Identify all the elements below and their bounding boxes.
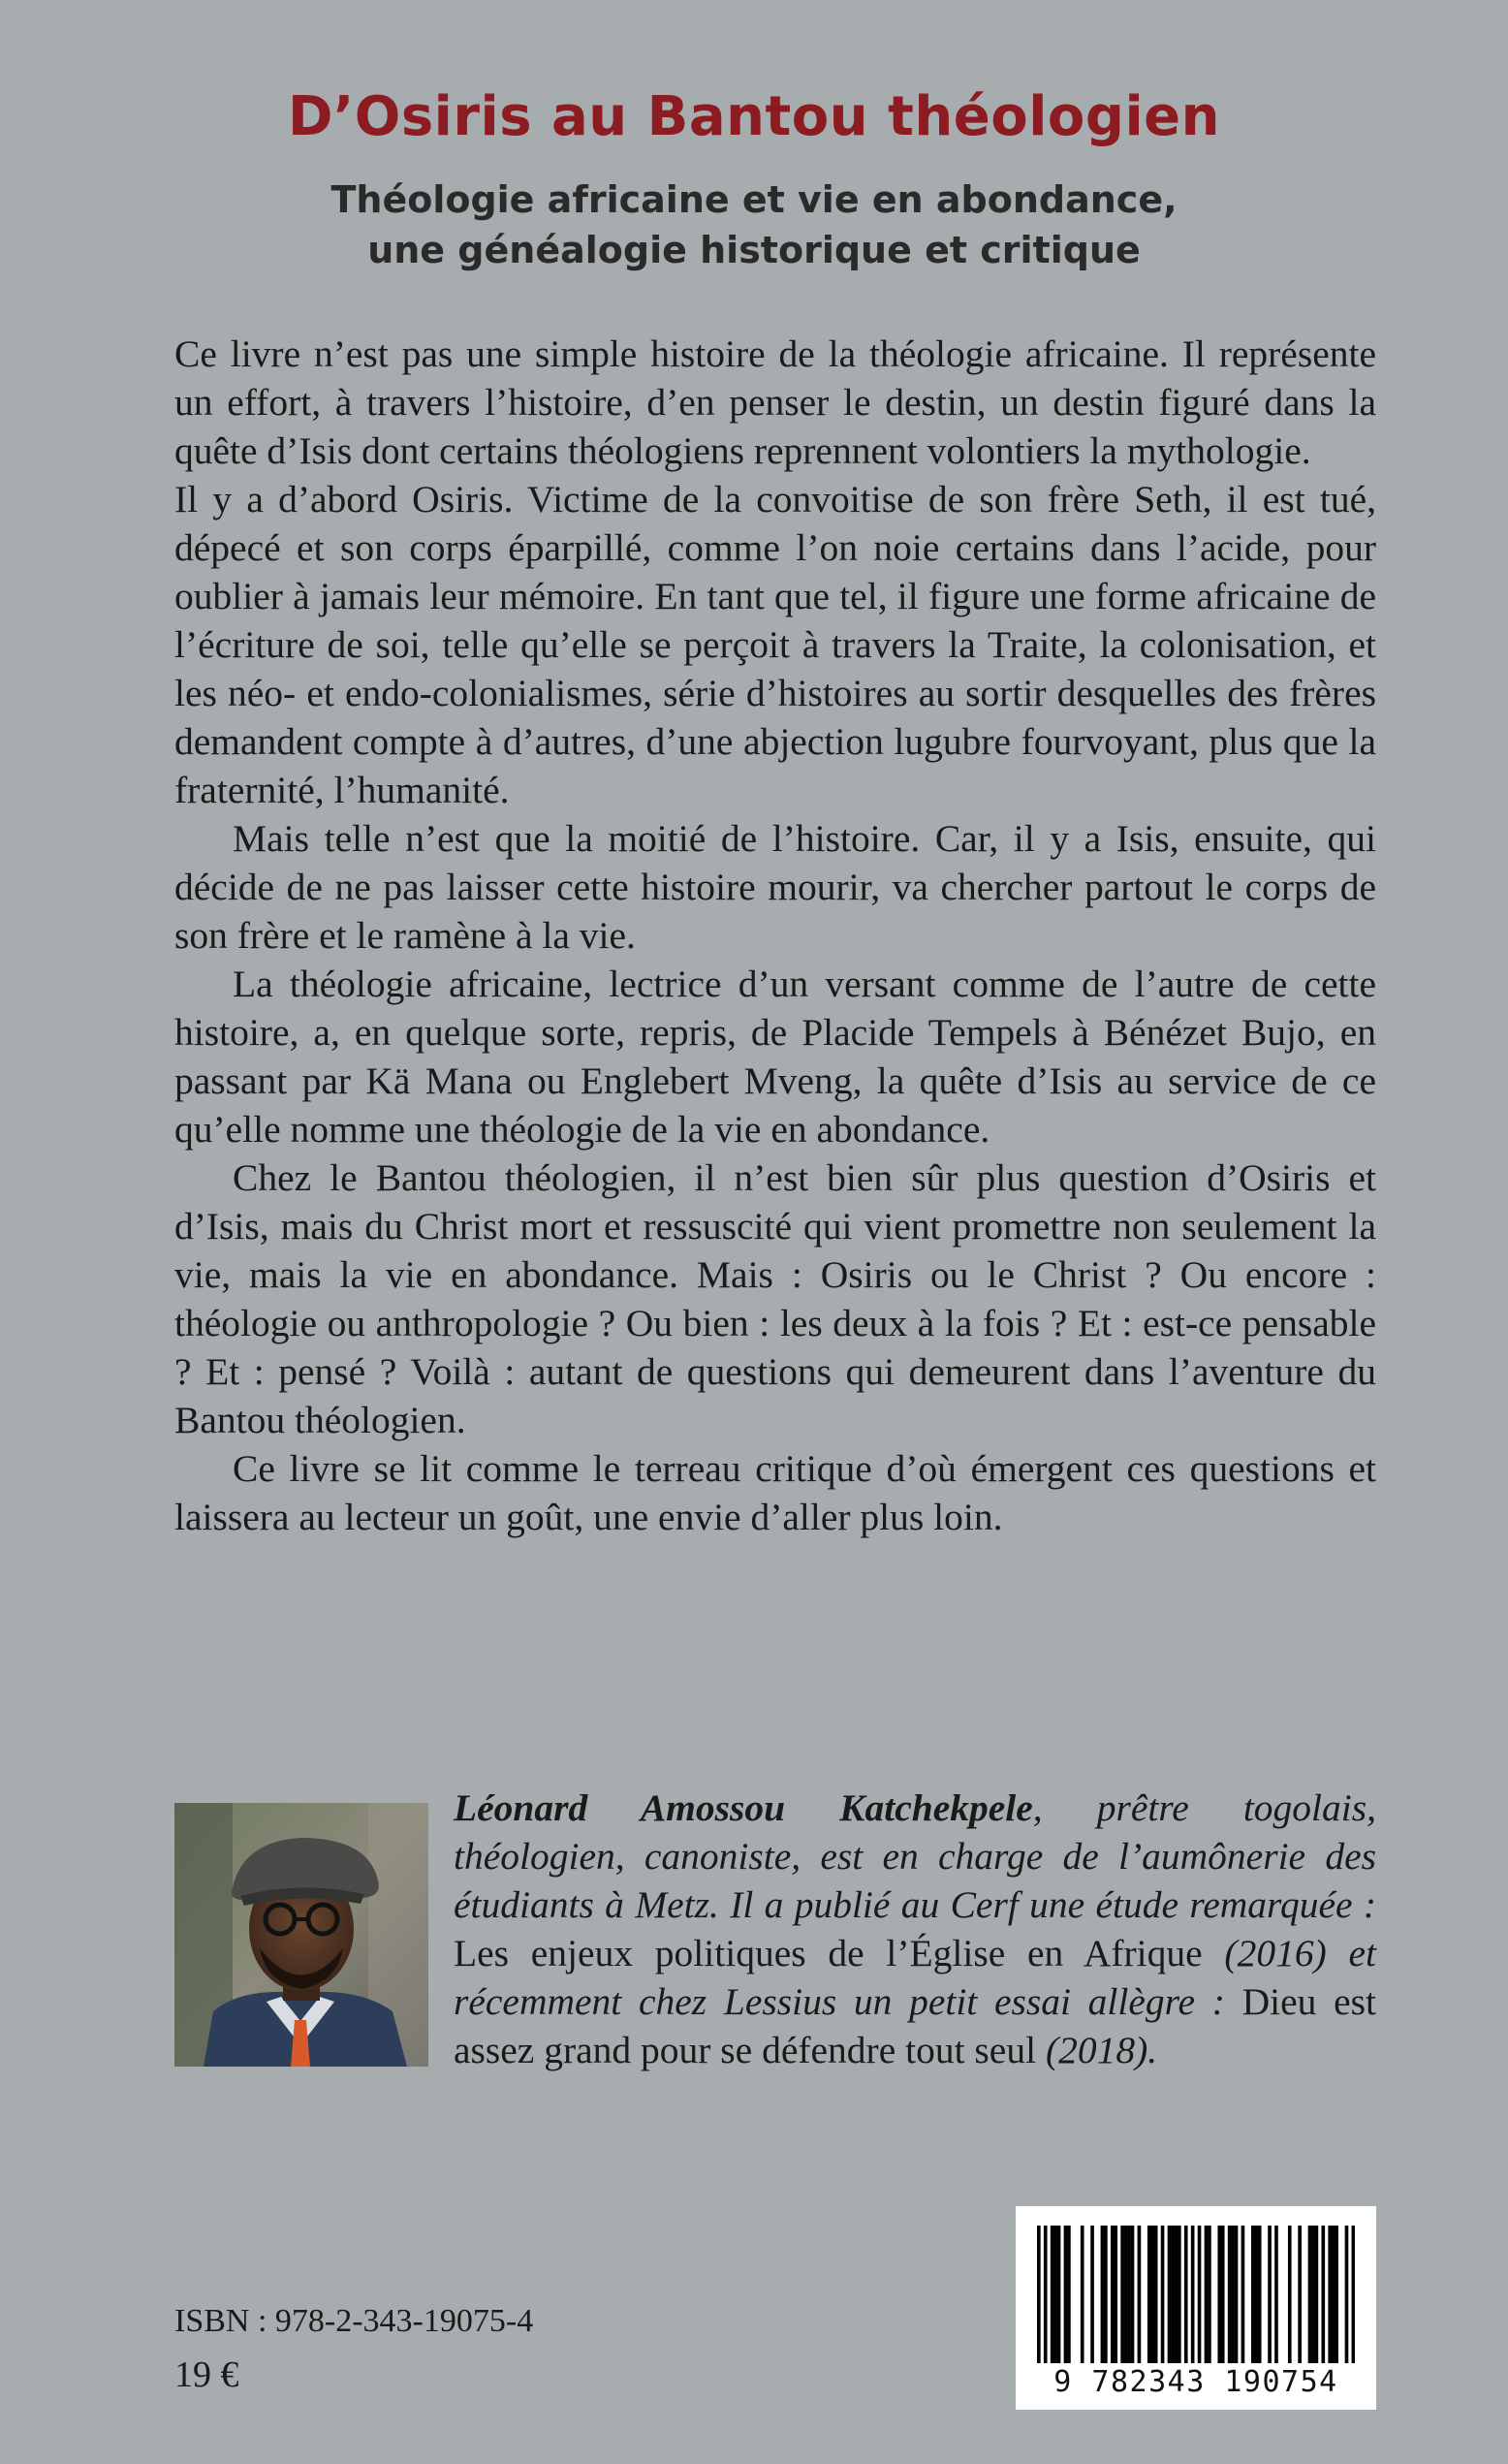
author-bio-part-3: (2018).	[1036, 2029, 1158, 2071]
subtitle-line-1: Théologie africaine et vie en abondance,	[330, 178, 1178, 221]
blurb-paragraph-3: Mais telle n’est que la moitié de l’histoire. Car, il y a Isis, ensuite, qui décide de ne pas laisser cette histoire mourir, va chercher partout le corps de son frère et le ramène à la vie.	[174, 817, 1376, 957]
price-label: 19 €	[174, 2354, 239, 2395]
barcode	[1016, 2206, 1376, 2410]
author-portrait-icon	[174, 1803, 428, 2067]
blurb-paragraph-1: Ce livre n’est pas une simple histoire de la théologie africaine. Il représente un effort, à travers l’histoire, d’en penser le destin, un destin figuré dans la quête d’Isis dont certains théologiens reprennent volontiers la mythologie.	[174, 332, 1376, 472]
author-book-2: Dieu est assez grand pour se défendre tout seul	[454, 1980, 1376, 2071]
subtitle-line-2: une généalogie historique et critique	[367, 229, 1141, 271]
barcode-bars-icon	[1037, 2226, 1355, 2363]
author-bio-part-2: (2016) et récemment chez Lessius un petit essai allègre :	[454, 1932, 1376, 2023]
isbn-label: ISBN : 978-2-343-19075-4	[174, 2303, 534, 2339]
barcode-digits: 9 782343 190754	[1053, 2365, 1338, 2399]
blurb-paragraph-2: Il y a d’abord Osiris. Victime de la convoitise de son frère Seth, il est tué, dépecé et son corps éparpillé, comme l’on noie certains dans l’acide, pour oublier à jamais leur mémoire. En tant que tel, il figure une forme africaine de l’écriture de soi, telle qu’elle se perçoit à travers la Traite, la colonisation, et les néo- et endo-colonialismes, série d’histoires au sortir desquelles des frères demandent compte à d’autres, d’une abjection lugubre fourvoyant, plus que la fraternité, l’humanité.	[174, 478, 1376, 811]
book-title: D’Osiris au Bantou théologien	[287, 85, 1220, 148]
book-subtitle	[0, 174, 1508, 275]
blurb-paragraph-4: La théologie africaine, lectrice d’un versant comme de l’autre de cette histoire, a, en quelque sorte, repris, de Placide Tempels à Bénézet Bujo, en passant par Kä Mana ou Englebert Mveng, la quête d’Isis au service de ce qu’elle nomme une théologie de la vie en abondance.	[174, 963, 1376, 1151]
author-bio-part-1: , prêtre togolais, théologien, canoniste, est en charge de l’aumônerie des étudiants à Metz. Il a publié au Cerf une étude remarquée :	[454, 1786, 1376, 1926]
blurb-paragraph-6: Ce livre se lit comme le terreau critique d’où émergent ces questions et laissera au lecteur un goût, une envie d’aller plus loin.	[174, 1447, 1376, 1538]
blurb-text	[174, 330, 1376, 1541]
author-name: Léonard Amossou Katchekpele	[454, 1786, 1033, 1829]
author-book-1: Les enjeux politiques de l’Église en Afrique	[454, 1932, 1203, 1974]
author-bio	[174, 1784, 1376, 2074]
blurb-paragraph-5: Chez le Bantou théologien, il n’est bien sûr plus question d’Osiris et d’Isis, mais du Christ mort et ressuscité qui vient promettre non seulement la vie, mais la vie en abondance. Mais : Osiris ou le Christ ? Ou encore : théologie ou anthropologie ? Ou bien : les deux à la fois ? Et : est-ce pensable ? Et : pensé ? Voilà : autant de questions qui demeurent dans l’aventure du Bantou théologien.	[174, 1156, 1376, 1441]
